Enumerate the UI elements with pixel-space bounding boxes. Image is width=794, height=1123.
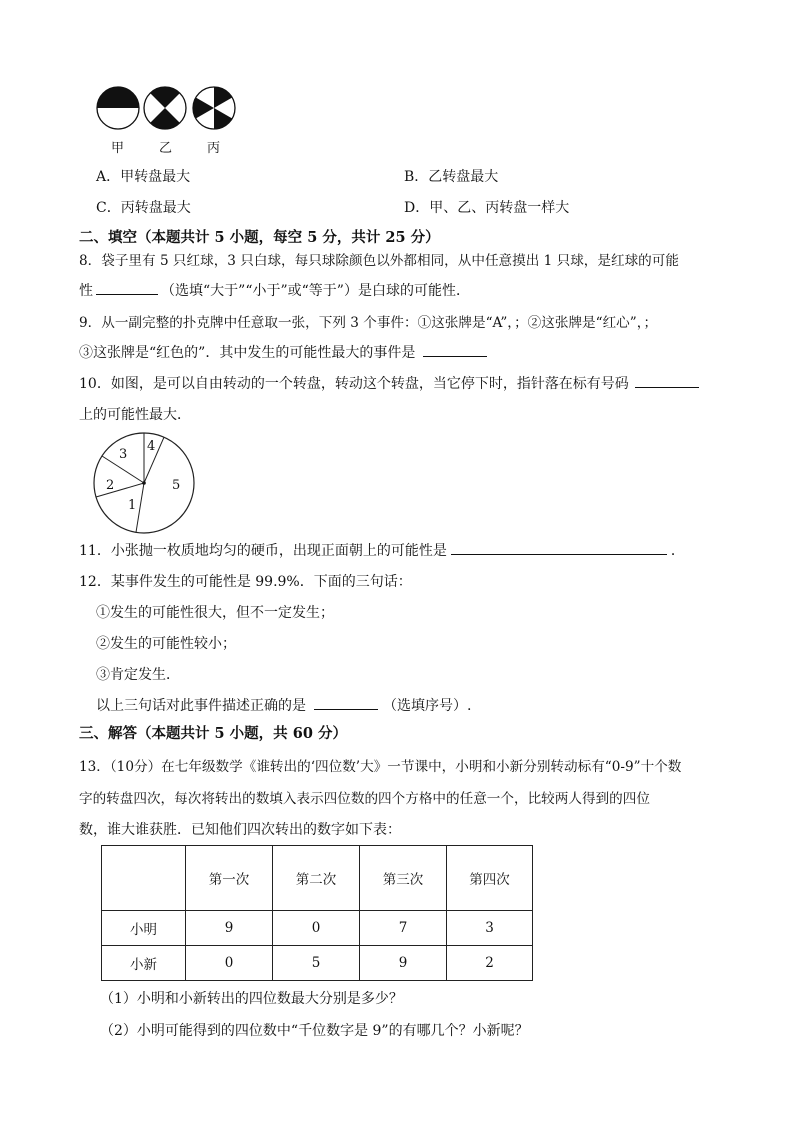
q12-question-text: 以上三句话对此事件描述正确的是: [96, 698, 306, 714]
q7-option-b[interactable]: B．乙转盘最大: [404, 169, 499, 185]
table-cell: 0: [273, 911, 360, 946]
q12-item-2: ②发生的可能性较小；: [96, 636, 236, 652]
table-row: [102, 911, 533, 946]
q10-line1: [79, 373, 699, 393]
table-cell: 9: [186, 911, 273, 946]
q13-line1: 13．（10分）在七年级数学《谁转出的‘四位数’大》一节课中，小明和小新分别转动标有“0-9”十个数: [79, 759, 682, 775]
table-header-cell: 第一次: [186, 846, 273, 911]
q7-option-c[interactable]: C．丙转盘最大: [96, 200, 191, 216]
spinner-label-jia: 甲: [111, 141, 125, 156]
table-header-cell: 第三次: [360, 846, 447, 911]
q12-item-3: ③肯定发生．: [96, 667, 180, 683]
spinner-bing: [192, 86, 236, 130]
q8-line2-end: （选填“大于”“小于”或“等于”）是白球的可能性．: [161, 283, 470, 299]
q9-line2: [79, 342, 487, 362]
q10-line2: 上的可能性最大．: [79, 407, 191, 423]
q10-wheel-label-4: 4: [147, 439, 156, 454]
q8-answer-blank[interactable]: [96, 280, 158, 295]
q12-question: [96, 695, 471, 715]
q13-sub-question-1: （1）小明和小新转出的四位数最大分别是多少？: [100, 991, 403, 1007]
q8-line2: [79, 280, 470, 300]
q13-line3: 数，谁大谁获胜．已知他们四次转出的数字如下表：: [79, 822, 401, 838]
q10-wheel-label-3: 3: [119, 447, 128, 462]
section-3-heading: 三、解答（本题共计 5 小题，共 60 分）: [79, 725, 347, 742]
table-cell: 0: [186, 946, 273, 981]
q9-line2-text: ③这张牌是“红色的”．其中发生的可能性最大的事件是: [79, 345, 416, 361]
q11-line: [79, 540, 685, 560]
q12-answer-blank[interactable]: [314, 695, 378, 710]
q8-line1: 8．袋子里有 5 只红球，3 只白球，每只球除颜色以外都相同，从中任意摸出 1 只球，是红球的可能: [79, 253, 679, 269]
q9-line1: 9．从一副完整的扑克牌中任意取一张，下列 3 个事件：①这张牌是“A”，；②这张牌是“红心”，；: [79, 315, 658, 331]
table-header-row: [102, 846, 533, 911]
table-cell: 3: [447, 911, 533, 946]
q13-table: [101, 845, 533, 981]
spinner-label-bing: 丙: [207, 141, 221, 156]
table-header-cell: 第二次: [273, 846, 360, 911]
q12-intro: 12．某事件发生的可能性是 99.9%．下面的三句话：: [79, 574, 412, 590]
q9-answer-blank[interactable]: [423, 342, 487, 357]
q10-wheel-label-5: 5: [172, 478, 181, 493]
q13-sub-question-2: （2）小明可能得到的四位数中“千位数字是 9”的有哪几个？小新呢？: [100, 1023, 529, 1039]
q11-text: 11．小张抛一枚质地均匀的硬币，出现正面朝上的可能性是: [79, 543, 447, 559]
table-cell: 9: [360, 946, 447, 981]
q12-question-end: （选填序号）.: [383, 698, 472, 714]
spinner-label-yi: 乙: [159, 141, 173, 156]
table-row: [102, 946, 533, 981]
q11-answer-blank[interactable]: [451, 540, 667, 555]
q10-line1-text: 10．如图，是可以自由转动的一个转盘，转动这个转盘，当它停下时，指针落在标有号码: [79, 376, 629, 392]
q11-end: ．: [670, 543, 685, 559]
spinner-jia: [96, 86, 140, 130]
table-cell: 5: [273, 946, 360, 981]
q7-option-a[interactable]: A．甲转盘最大: [96, 169, 191, 185]
q10-wheel-label-2: 2: [106, 478, 115, 493]
table-cell: 小明: [102, 911, 186, 946]
q8-line2-start: 性: [79, 283, 93, 299]
q7-option-d[interactable]: D．甲、乙、丙转盘一样大: [404, 200, 570, 216]
table-cell: 7: [360, 911, 447, 946]
q10-wheel-label-1: 1: [128, 498, 137, 513]
table-header-cell: [102, 846, 186, 911]
table-cell: 2: [447, 946, 533, 981]
section-2-heading: 二、填空（本题共计 5 小题，每空 5 分，共计 25 分）: [79, 229, 440, 246]
table-header-cell: 第四次: [447, 846, 533, 911]
q12-item-1: ①发生的可能性很大，但不一定发生；: [96, 605, 334, 621]
spinner-yi: [143, 86, 187, 130]
table-cell: 小新: [102, 946, 186, 981]
q13-line2: 字的转盘四次，每次将转出的数填入表示四位数的四个方格中的任意一个，比较两人得到的四位: [79, 791, 650, 807]
q10-answer-blank[interactable]: [635, 373, 699, 388]
